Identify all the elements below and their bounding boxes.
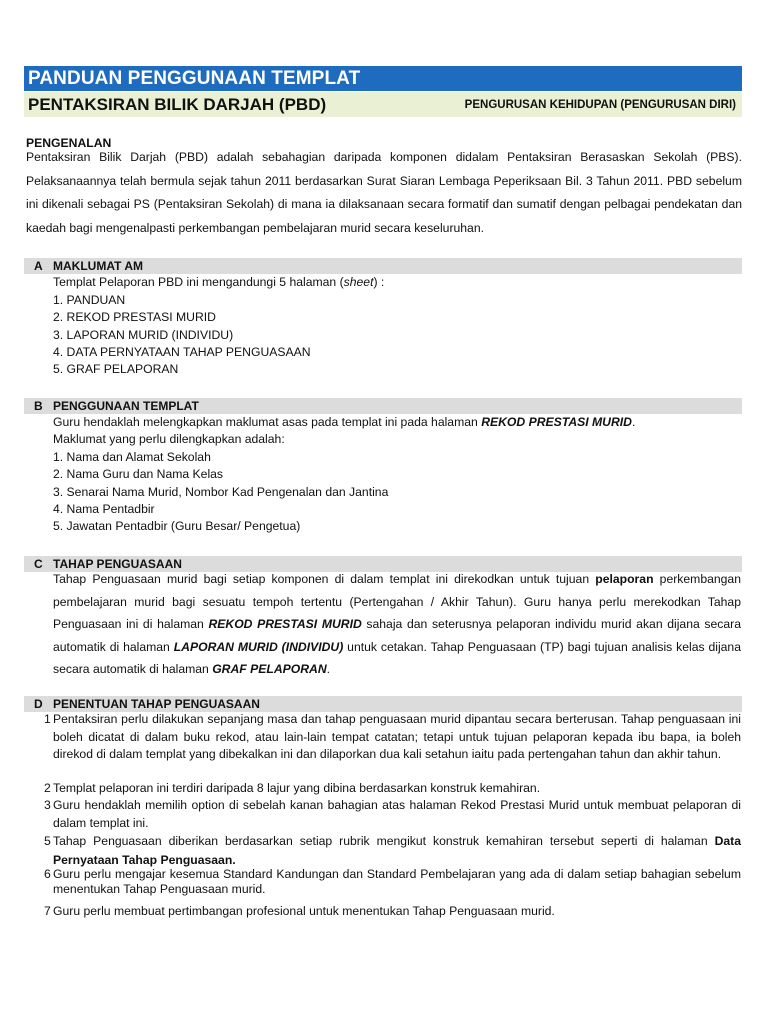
subtitle-left: PENTAKSIRAN BILIK DARJAH (PBD) — [28, 94, 327, 114]
item-number: 1 — [44, 712, 51, 726]
section-a-header — [24, 258, 742, 274]
item-text: Templat pelaporan ini terdiri daripada 8 lajur yang dibina berdasarkan konstruk kemahiran. — [53, 781, 541, 795]
section-c-letter: C — [34, 557, 43, 571]
item-text: Guru perlu membuat pertimbangan profesional untuk menentukan Tahap Penguasaan murid. — [53, 904, 555, 918]
subtitle-right: PENGURUSAN KEHIDUPAN (PENGURUSAN DIRI) — [464, 98, 736, 111]
item-text — [53, 832, 741, 870]
list-item: 3. LAPORAN MURID (INDIVIDU) — [53, 328, 234, 342]
item-text: Guru hendaklah memilih option di sebelah kanan bahagian atas halaman Rekod Prestasi Murid untuk membuat pelaporan di dalam templat ini. — [53, 798, 741, 830]
section-c-p2: perkembangan pembelajaran murid bagi sesuatu tempoh tertentu (Pertengahan / Akhir Tahun). Guru hanya perlu merekodkan Tahap Penguasaan ini di halaman — [53, 572, 741, 631]
section-c-p5: . — [326, 662, 331, 676]
section-a-intro — [53, 275, 743, 289]
section-d-title: PENENTUAN TAHAP PENGUASAAN — [53, 697, 260, 711]
section-c-b3: LAPORAN MURID (INDIVIDU) — [173, 639, 344, 654]
item-text: Guru perlu mengajar kesemua Standard Kandungan dan Standard Pembelajaran yang ada di dalam setiap bahagian sebelum menentukan Tahap Penguasaan murid. — [53, 867, 741, 896]
intro-text: Pentaksiran Bilik Darjah (PBD) adalah sebahagian daripada komponen didalam Pentaksiran Berasaskan Sekolah (PBS). Pelaksanaannya telah bermula sejak tahun 2011 berdasarkan Surat Siaran Lembaga Peperiksaan Bil. 3 Tahun 2011. PBD sebelum ini dikenali sebagai PS (Pentaksiran Sekolah) di mana ia dilaksanaan secara formatif dan sumatif dengan pelbagai pendekatan dan kaedah bagi mengenalpasti perkembangan pembelajaran murid secara keseluruhan. — [26, 150, 742, 235]
section-a-title: MAKLUMAT AM — [53, 259, 143, 273]
section-a-intro-italic: sheet — [343, 275, 374, 289]
page-title: PANDUAN PENGGUNAAN TEMPLAT — [24, 66, 742, 91]
section-c-b2: REKOD PRESTASI MURID — [208, 617, 362, 631]
section-b-line2: Maklumat yang perlu dilengkapkan adalah: — [53, 432, 285, 446]
section-d-header — [24, 696, 742, 712]
section-b-line1-after: . — [631, 415, 636, 429]
section-c-title: TAHAP PENGUASAAN — [53, 557, 182, 571]
section-c-paragraph — [53, 568, 741, 681]
section-b-header — [24, 398, 742, 414]
section-b-line1 — [53, 415, 743, 429]
item-number: 7 — [44, 904, 51, 918]
section-c-b4: GRAF PELAPORAN — [212, 662, 327, 676]
section-b-line1-before: Guru hendaklah melengkapkan maklumat asas pada templat ini pada halaman — [53, 415, 482, 429]
list-item: 1. PANDUAN — [53, 293, 126, 307]
item-number: 2 — [44, 781, 51, 795]
section-a-letter: A — [34, 259, 43, 273]
item-number: 5 — [44, 834, 51, 848]
section-c-p3: sahaja dan seterusnya pelaporan individu murid akan dijana secara automatik di halaman — [53, 617, 741, 654]
intro-heading: PENGENALAN — [26, 136, 112, 150]
list-item: 2. REKOD PRESTASI MURID — [53, 310, 216, 324]
section-a-intro-after: ) : — [373, 275, 385, 289]
section-b-letter: B — [34, 399, 43, 413]
list-item: 1. Nama dan Alamat Sekolah — [53, 450, 211, 464]
item-number: 6 — [44, 867, 51, 881]
list-item: 2. Nama Guru dan Nama Kelas — [53, 467, 224, 481]
item-text: Pentaksiran perlu dilakukan sepanjang masa dan tahap penguasaan murid dipantau secara berterusan. Tahap penguasaan ini boleh dicatat di dalam buku rekod, atau lain-lain tempat catatan; tetapi untuk tujuan pelaporan kepada ibu bapa, ia boleh direkod di dalam templat yang dibekalkan ini dan dilaporkan dua kali setahun iaitu pada pertengahan tahun dan akhir tahun. — [53, 712, 741, 761]
section-c-b1: pelaporan — [595, 572, 654, 586]
list-item: 4. DATA PERNYATAAN TAHAP PENGUASAAN — [53, 345, 311, 359]
section-b-line1-bold: REKOD PRESTASI MURID — [481, 415, 632, 429]
section-c-p1: Tahap Penguasaan murid bagi setiap komponen di dalam templat ini direkodkan untuk tujuan — [53, 572, 596, 586]
list-item: 5. Jawatan Pentadbir (Guru Besar/ Pengetua) — [53, 519, 301, 533]
item-number: 3 — [44, 798, 51, 812]
item-text-plain: Tahap Penguasaan diberikan berdasarkan setiap rubrik mengikut konstruk kemahiran tersebut seperti di halaman — [53, 834, 715, 848]
list-item: 3. Senarai Nama Murid, Nombor Kad Pengenalan dan Jantina — [53, 485, 389, 499]
section-b-title: PENGGUNAAN TEMPLAT — [53, 399, 199, 413]
list-item: 4. Nama Pentadbir — [53, 502, 155, 516]
section-c-p4: untuk cetakan. Tahap Penguasaan (TP) bagi tujuan analisis kelas dijana secara automatik di halaman — [53, 639, 741, 676]
list-item: 5. GRAF PELAPORAN — [53, 362, 179, 376]
section-a-intro-before: Templat Pelaporan PBD ini mengandungi 5 halaman ( — [53, 275, 344, 289]
subtitle-bar — [24, 92, 742, 117]
intro-section — [26, 136, 742, 240]
section-d-letter: D — [34, 697, 43, 711]
item-text-bold: Data Pernyataan Tahap Penguasaan. — [53, 834, 741, 867]
